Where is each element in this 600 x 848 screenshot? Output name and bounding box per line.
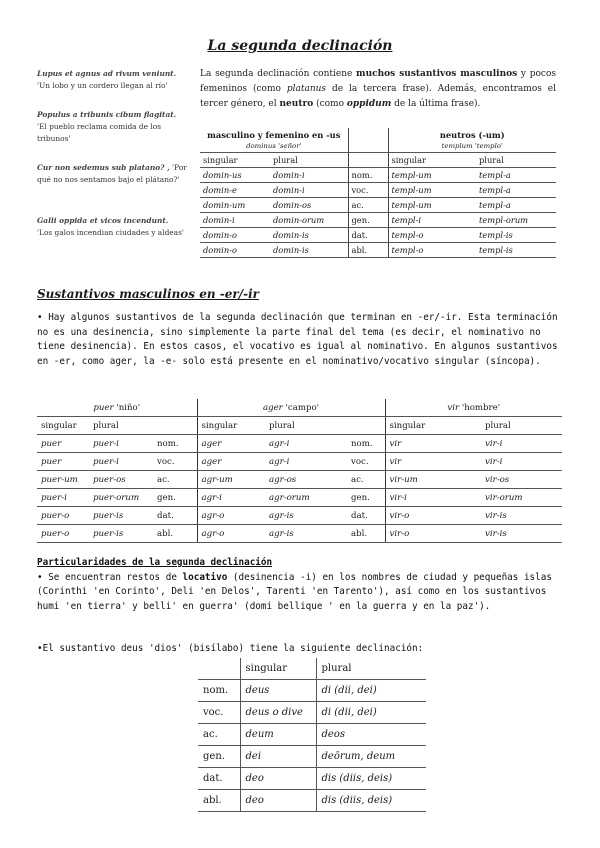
form-cell: vir [385, 435, 481, 453]
case-label: abl. [198, 790, 240, 812]
masc-fem-header: masculino y femenino en -us dominus 'señor' [200, 128, 348, 153]
column-headers: singular plural singular plural [200, 153, 556, 168]
case-label: ac. [153, 471, 197, 489]
case-label: dat. [198, 768, 240, 790]
table-row [37, 435, 562, 453]
form-cell: domin-is [270, 228, 348, 243]
latin-sentence: Cur non sedemus sub platano? , [37, 163, 170, 172]
table-row [37, 525, 562, 543]
case-label: abl. [348, 243, 388, 258]
case-label: voc. [153, 453, 197, 471]
form-cell: deus [240, 680, 316, 702]
form-cell: domin-o [200, 228, 270, 243]
form-cell: vir [385, 453, 481, 471]
form-cell: domin-i [200, 213, 270, 228]
form-cell: vir-is [481, 525, 562, 543]
table-row [198, 768, 426, 790]
table-row [200, 198, 556, 213]
locativo-paragraph: • Se encuentran restos de locativo (desinencia -i) en los nombres de ciudad y pequeñas islas (Corinthi 'en Corinto', Deli 'en Delos', Tarenti 'en Tarento'), así como en los sustantivos humi 'en tierra' y belli' en guerra' (domi bellique ' en la guerra y en la paz'). [37, 571, 552, 612]
form-cell: agr-os [265, 471, 347, 489]
form-cell: deo [240, 790, 316, 812]
form-cell: templ-o [388, 228, 476, 243]
case-label: abl. [153, 525, 197, 543]
form-cell: dis (diis, deis) [316, 768, 426, 790]
form-cell: domin-e [200, 183, 270, 198]
case-label: ac. [198, 724, 240, 746]
case-label: nom. [198, 680, 240, 702]
case-label: gen. [198, 746, 240, 768]
form-cell: puer-um [37, 471, 89, 489]
form-cell: puer-orum [89, 489, 153, 507]
form-cell: dis (diis, deis) [316, 790, 426, 812]
form-cell: deos [316, 724, 426, 746]
form-cell: vir-is [481, 507, 562, 525]
case-label: dat. [348, 228, 388, 243]
form-cell: vir-o [385, 507, 481, 525]
form-cell: domin-um [200, 198, 270, 213]
form-cell: puer [37, 435, 89, 453]
header-ager: ager 'campo' [197, 399, 385, 417]
form-cell: domin-os [270, 198, 348, 213]
form-cell: domin-is [270, 243, 348, 258]
latin-sentence: Galli oppida et vicos incendunt. [37, 216, 169, 225]
case-label: abl. [347, 525, 385, 543]
form-cell: domin-us [200, 168, 270, 183]
form-cell: puer-os [89, 471, 153, 489]
section-er-ir-text: • Hay algunos sustantivos de la segunda declinación que terminan en -er/-ir. Esta terminación no es una desinencia, sino simplemente la parte final del tema (es decir, el nominativo no tiene desinencia). En estos casos, el vocativo es igual al nominativo. En algunos sustantivos en -er, como ager, la -e- solo está presente en el nominativo/vocativo singular (síncopa). [37, 312, 558, 367]
column-headers: singular plural singular plural singular plural [37, 417, 562, 435]
case-label: ac. [348, 198, 388, 213]
form-cell: ager [197, 453, 265, 471]
declension-table-deus [198, 658, 426, 812]
form-cell: puer-i [89, 435, 153, 453]
column-headers: singular plural [198, 658, 426, 680]
case-label: gen. [348, 213, 388, 228]
form-cell: vir-i [481, 453, 562, 471]
form-cell: vir-i [481, 435, 562, 453]
form-cell: agr-i [265, 453, 347, 471]
table-row [37, 489, 562, 507]
case-label: nom. [348, 168, 388, 183]
table-row [198, 746, 426, 768]
sidebar-example-2 [37, 109, 187, 145]
form-cell: templ-i [388, 213, 476, 228]
sidebar-example-1 [37, 68, 187, 92]
translation: 'El pueblo reclama comida de los tribunos' [37, 122, 161, 143]
form-cell: templ-a [476, 168, 556, 183]
case-label: nom. [347, 435, 385, 453]
form-cell: vir-orum [481, 489, 562, 507]
case-label: gen. [347, 489, 385, 507]
table-row [37, 453, 562, 471]
form-cell: templ-um [388, 183, 476, 198]
form-cell: agr-is [265, 525, 347, 543]
table-row [200, 183, 556, 198]
form-cell: agr-i [265, 435, 347, 453]
bold-term: muchos sustantivos masculinos [356, 69, 518, 79]
case-label: dat. [347, 507, 385, 525]
form-cell: deōrum, deum [316, 746, 426, 768]
sidebar-example-3 [37, 162, 187, 186]
form-cell: puer-o [37, 525, 89, 543]
table-row [198, 702, 426, 724]
table-row [198, 790, 426, 812]
form-cell: dei [240, 746, 316, 768]
form-cell: templ-a [476, 183, 556, 198]
table-row [200, 213, 556, 228]
form-cell: templ-is [476, 243, 556, 258]
header-puer: puer 'niño' [37, 399, 197, 417]
form-cell: agr-um [197, 471, 265, 489]
form-cell: templ-um [388, 168, 476, 183]
intro-paragraph: La segunda declinación contiene muchos sustantivos masculinos y pocos femeninos (como platanus de la tercera frase). Además, encontramos el tercer género, el neutro (como oppidum de la última frase). [200, 69, 557, 109]
form-cell: templ-orum [476, 213, 556, 228]
form-cell: domin-o [200, 243, 270, 258]
table-row [37, 507, 562, 525]
form-cell: templ-is [476, 228, 556, 243]
section-title-er-ir: Sustantivos masculinos en -er/-ir [37, 287, 259, 301]
form-cell: agr-i [197, 489, 265, 507]
form-cell: ager [197, 435, 265, 453]
case-label: gen. [153, 489, 197, 507]
bold-term: neutro [279, 99, 314, 109]
form-cell: templ-um [388, 198, 476, 213]
form-cell: vir-um [385, 471, 481, 489]
table-row [37, 471, 562, 489]
form-cell: puer-i [37, 489, 89, 507]
form-cell: deum [240, 724, 316, 746]
declension-table-puer-ager-vir [37, 399, 562, 543]
latin-sentence: Lupus et agnus ad rivum veniunt. [37, 69, 177, 78]
form-cell: di (dii, dei) [316, 680, 426, 702]
form-cell: domin-i [270, 168, 348, 183]
table-row [198, 724, 426, 746]
form-cell: puer-is [89, 525, 153, 543]
form-cell: domin-orum [270, 213, 348, 228]
deus-intro: •El sustantivo deus 'dios' (bisílabo) tiene la siguiente declinación: [37, 643, 424, 654]
form-cell: templ-o [388, 243, 476, 258]
form-cell: agr-o [197, 525, 265, 543]
declension-table-dominus-templum [200, 128, 556, 258]
sidebar-example-4 [37, 215, 187, 239]
particularidades-title: Particularidades de la segunda declinación [37, 557, 273, 568]
particularidades-section [37, 556, 565, 614]
translation: 'Por qué no nos sentamos bajo el plátano?' [37, 163, 187, 184]
form-cell: puer-i [89, 453, 153, 471]
case-label: voc. [198, 702, 240, 724]
form-cell: deus o dive [240, 702, 316, 724]
latin-sentence: Populus a tribunis cibum flagitat. [37, 110, 177, 119]
case-label: dat. [153, 507, 197, 525]
table-row [200, 168, 556, 183]
case-label: nom. [153, 435, 197, 453]
form-cell: deo [240, 768, 316, 790]
form-cell: domin-i [270, 183, 348, 198]
page-title: La segunda declinación [207, 38, 393, 54]
form-cell: vir-os [481, 471, 562, 489]
form-cell: di (dii, dei) [316, 702, 426, 724]
header-vir: vir 'hombre' [385, 399, 562, 417]
table-row [200, 243, 556, 258]
form-cell: templ-a [476, 198, 556, 213]
case-label: ac. [347, 471, 385, 489]
form-cell: puer [37, 453, 89, 471]
form-cell: vir-i [385, 489, 481, 507]
table-row [200, 228, 556, 243]
case-label: voc. [348, 183, 388, 198]
translation: 'Los galos incendian ciudades y aldeas' [37, 228, 184, 237]
form-cell: vir-o [385, 525, 481, 543]
case-label: voc. [347, 453, 385, 471]
form-cell: agr-is [265, 507, 347, 525]
form-cell: agr-o [197, 507, 265, 525]
form-cell: agr-orum [265, 489, 347, 507]
neuter-header: neutros (-um) templum 'templo' [388, 128, 556, 153]
table-row [198, 680, 426, 702]
form-cell: puer-o [37, 507, 89, 525]
translation: 'Un lobo y un cordero llegan al río' [37, 81, 168, 90]
form-cell: puer-is [89, 507, 153, 525]
